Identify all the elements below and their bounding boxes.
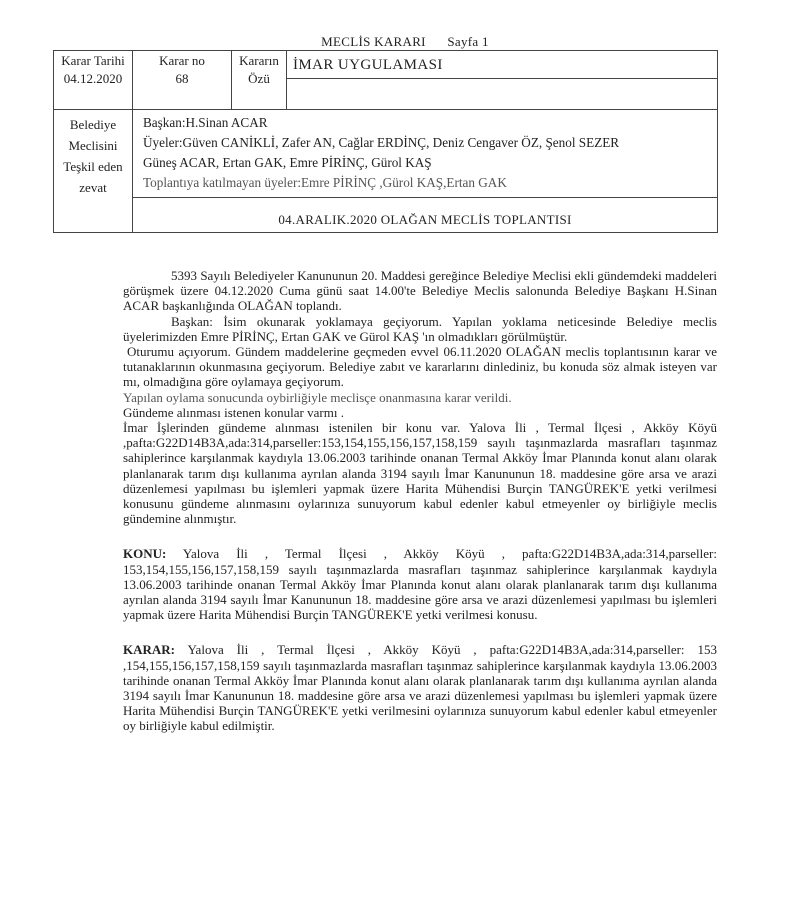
teskil-label: Belediye Meclisini Teşkil eden zevat <box>63 117 123 195</box>
decision-body <box>123 268 717 734</box>
karar-no-label: Karar no <box>159 53 205 68</box>
baskan-line: Başkan:H.Sinan ACAR <box>143 115 268 130</box>
paragraph-agenda-question: Gündeme alınması istenen konular varmı . <box>123 404 344 420</box>
title-text: MECLİS KARARI <box>321 34 426 49</box>
absent-members-line: Toplantıya katılmayan üyeler:Emre PİRİNÇ ,Gürol KAŞ,Ertan GAK <box>143 175 507 190</box>
karar-ozu-cell <box>232 51 287 110</box>
meeting-title: 04.ARALIK.2020 OLAĞAN MECLİS TOPLANTISI <box>278 212 572 227</box>
spacer <box>123 622 717 642</box>
karar-ozu-value: İMAR UYGULAMASI <box>287 51 717 79</box>
karar-paragraph <box>123 642 717 733</box>
paragraph-agenda-item: İmar İşlerinden gündeme alınması istenilen bir konu var. Yalova İli , Termal İlçesi , Akköy Köyü ,pafta:G22D14B3A,ada:314,parseller:153,154,155,156,157,158,159 sayılı taşınmazlarda masrafları taşınmaz sahiplerince karşılanmak kaydıyla 13.06.2003 tarihinde onanan Termal Akköy İmar Planında konut alanı olarak planlanarak tarım dışı kullanıma ayrılan alanda 3194 sayılı İmar Kanununun 18. maddesine göre arsa ve arazi düzenlemesi yapılması bu işlemleri yapmak üzere Harita Mühendisi Burçin TANGÜREK'E yetki verilmesi konusunu gündeme alınmasını oylarınıza sunuyorum kabul edenler kabul etmeyenler oy birliğiyle meclis gündemine alınmıştır. <box>123 420 717 527</box>
members-list <box>133 110 717 193</box>
karar-tarihi-cell <box>54 51 133 110</box>
karar-ozu-empty-row <box>287 79 717 109</box>
uyeler-line-2: Güneş ACAR, Ertan GAK, Emre PİRİNÇ, Gürol KAŞ <box>143 155 432 170</box>
konu-text: Yalova İli , Termal İlçesi , Akköy Köyü , pafta:G22D14B3A,ada:314,parseller: 153,154,155,156,157,158,159 sayılı taşınmazlarda masrafları taşınmaz sahiplerince karşılanmak kaydıyla 13.06.2003 tarihinde onanan Termal Akköy İmar Planında konut alanı olarak planlanarak tarım dışı kullanıma ayrılan alanda 3194 sayılı İmar Kanununun 18. maddesine göre arsa ve arazi düzenlemesi yapılması bu işlemleri yapmak üzere Harita Mühendisi Burçin TANGÜREK'E yetki verilmesi konusu. <box>123 546 717 623</box>
paragraph-opening: 5393 Sayılı Belediyeler Kanununun 20. Maddesi gereğince Belediye Meclisi ekli gündemdeki maddeleri görüşmek üzere 04.12.2020 Cuma günü saat 14.00'te Belediye Meclis salonunda Belediye Başkanı H.Sinan ACAR başkanlığında OLAĞAN toplandı. <box>123 268 717 314</box>
teskil-cell <box>54 110 133 233</box>
karar-tarihi-label: Karar Tarihi <box>61 53 125 68</box>
page-number: Sayfa 1 <box>447 34 489 49</box>
paragraph-roll-call: Başkan: İsim okunarak yoklamaya geçiyorum. Yapılan yoklama neticesinde Belediye meclis üyelerimizden Emre PİRİNÇ, Ertan GAK ve Gürol KAŞ 'ın olmadıkları görülmüştür. <box>123 313 717 344</box>
karar-ozu-value-cell <box>287 51 718 110</box>
karar-text: Yalova İli , Termal İlçesi , Akköy Köyü , pafta:G22D14B3A,ada:314,parseller: 153 ,154,155,156,157,158,159 sayılı taşınmazlarda masrafları taşınmaz sahiplerince karşılanmak kaydıyla 13.06.2003 tarihinde onanan Termal Akköy İmar Planında konut alanı olarak planlanarak tarım dışı kullanıma ayrılan alanda 3194 sayılı İmar Kanununun 18. maddesine göre arsa ve arazi düzenlemesi yapılması bu işlemleri yapmak üzere Harita Mühendisi Burçin TANGÜREK'E yetki verilmesini oylarınıza sunuyorum kabul edenler kabul etmeyenler oy birliğiyle kabul edilmiştir. <box>123 642 717 734</box>
konu-label: KONU: <box>123 546 167 562</box>
paragraph-vote-result: Yapılan oylama sonucunda oybirliğiyle meclisçe onanmasına karar verildi. <box>123 389 512 405</box>
spacer <box>123 526 717 546</box>
paragraph-session-open: Oturumu açıyorum. Gündem maddelerine geçmeden evvel 06.11.2020 OLAĞAN meclis toplantısının karar ve tutanaklarının okunmasına geçiyorum. Belediye zabıt ve kararlarını dinlediniz, bu konuda söz almak isteyen var mı, olmadığına göre oylamaya geçiyorum. <box>123 344 717 390</box>
members-cell <box>133 110 718 233</box>
document-title <box>0 34 810 50</box>
decision-info-table <box>53 50 718 233</box>
karar-ozu-label: Kararın Özü <box>239 53 279 86</box>
konu-paragraph <box>123 546 717 622</box>
karar-no-cell <box>133 51 232 110</box>
uyeler-line-1: Üyeler:Güven CANİKLİ, Zafer AN, Cağlar ERDİNÇ, Deniz Cengaver ÖZ, Şenol SEZER <box>143 135 620 150</box>
karar-tarihi-value: 04.12.2020 <box>63 71 123 86</box>
karar-no-value: 68 <box>175 71 189 86</box>
meeting-row <box>133 197 717 232</box>
karar-label: KARAR: <box>123 642 175 658</box>
